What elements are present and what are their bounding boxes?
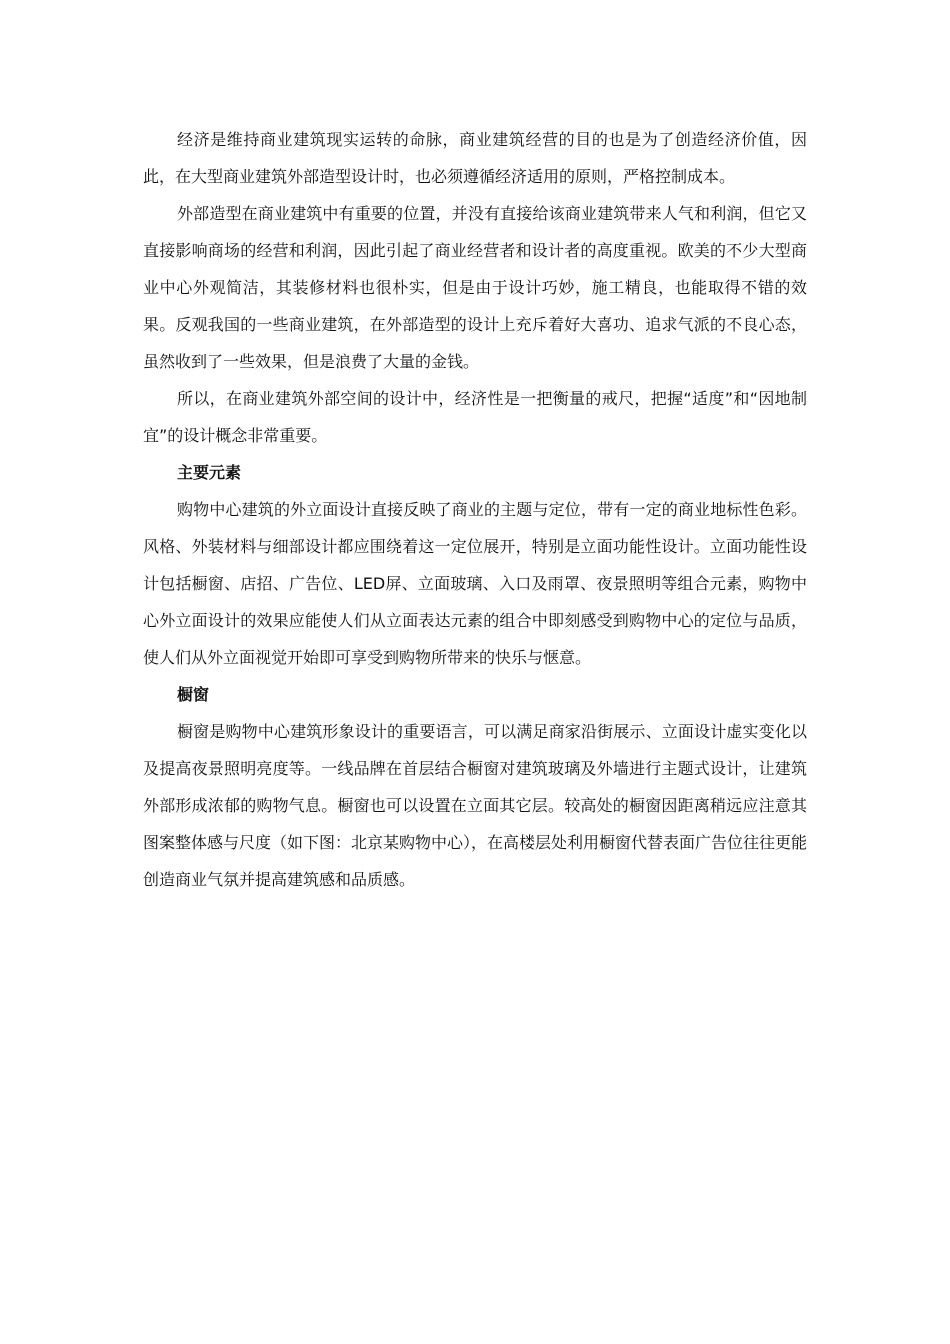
paragraph-shop-window: 橱窗是购物中心建筑形象设计的重要语言，可以满足商家沿街展示、立面设计虚实变化以及提高夜景照明亮度等。一线品牌在首层结合橱窗对建筑玻璃及外墙进行主题式设计，让建筑外部形成浓郁的购物气息。橱窗也可以设置在立面其它层。较高处的橱窗因距离稍远应注意其图案整体感与尺度（如下图：北京某购物中心），在高楼层处利用橱窗代替表面广告位往往更能创造商业气氛并提高建筑感和品质感。 — [143, 722, 808, 889]
section-heading-main-elements: 主要元素 — [177, 463, 242, 482]
paragraph-main-elements: 购物中心建筑的外立面设计直接反映了商业的主题与定位，带有一定的商业地标性色彩。风格、外装材料与细部设计都应围绕着这一定位展开，特别是立面功能性设计。立面功能性设计包括橱窗、店招、广告位、LED屏、立面玻璃、入口及雨罩、夜景照明等组合元素，购物中心外立面设计的效果应能使人们从立面表达元素的组合中即刻感受到购物中心的定位与品质，使人们从外立面视觉开始即可享受到购物所带来的快乐与惬意。 — [143, 500, 807, 667]
paragraph-exterior-form: 外部造型在商业建筑中有重要的位置，并没有直接给该商业建筑带来人气和利润，但它又直接影响商场的经营和利润，因此引起了商业经营者和设计者的高度重视。欧美的不少大型商业中心外观简洁，其装修材料也很朴实，但是由于设计巧妙，施工精良，也能取得不错的效果。反观我国的一些商业建筑，在外部造型的设计上充斥着好大喜功、追求气派的不良心态，虽然收到了一些效果，但是浪费了大量的金钱。 — [143, 204, 807, 371]
paragraph-economy: 经济是维持商业建筑现实运转的命脉，商业建筑经营的目的也是为了创造经济价值，因此，在大型商业建筑外部造型设计时，也必须遵循经济适用的原则，严格控制成本。 — [143, 130, 807, 186]
section-heading-shop-window: 橱窗 — [177, 685, 210, 704]
paragraph-conclusion: 所以，在商业建筑外部空间的设计中，经济性是一把衡量的戒尺，把握“适度”和“因地制宜”的设计概念非常重要。 — [143, 389, 807, 445]
document-body — [143, 121, 807, 898]
